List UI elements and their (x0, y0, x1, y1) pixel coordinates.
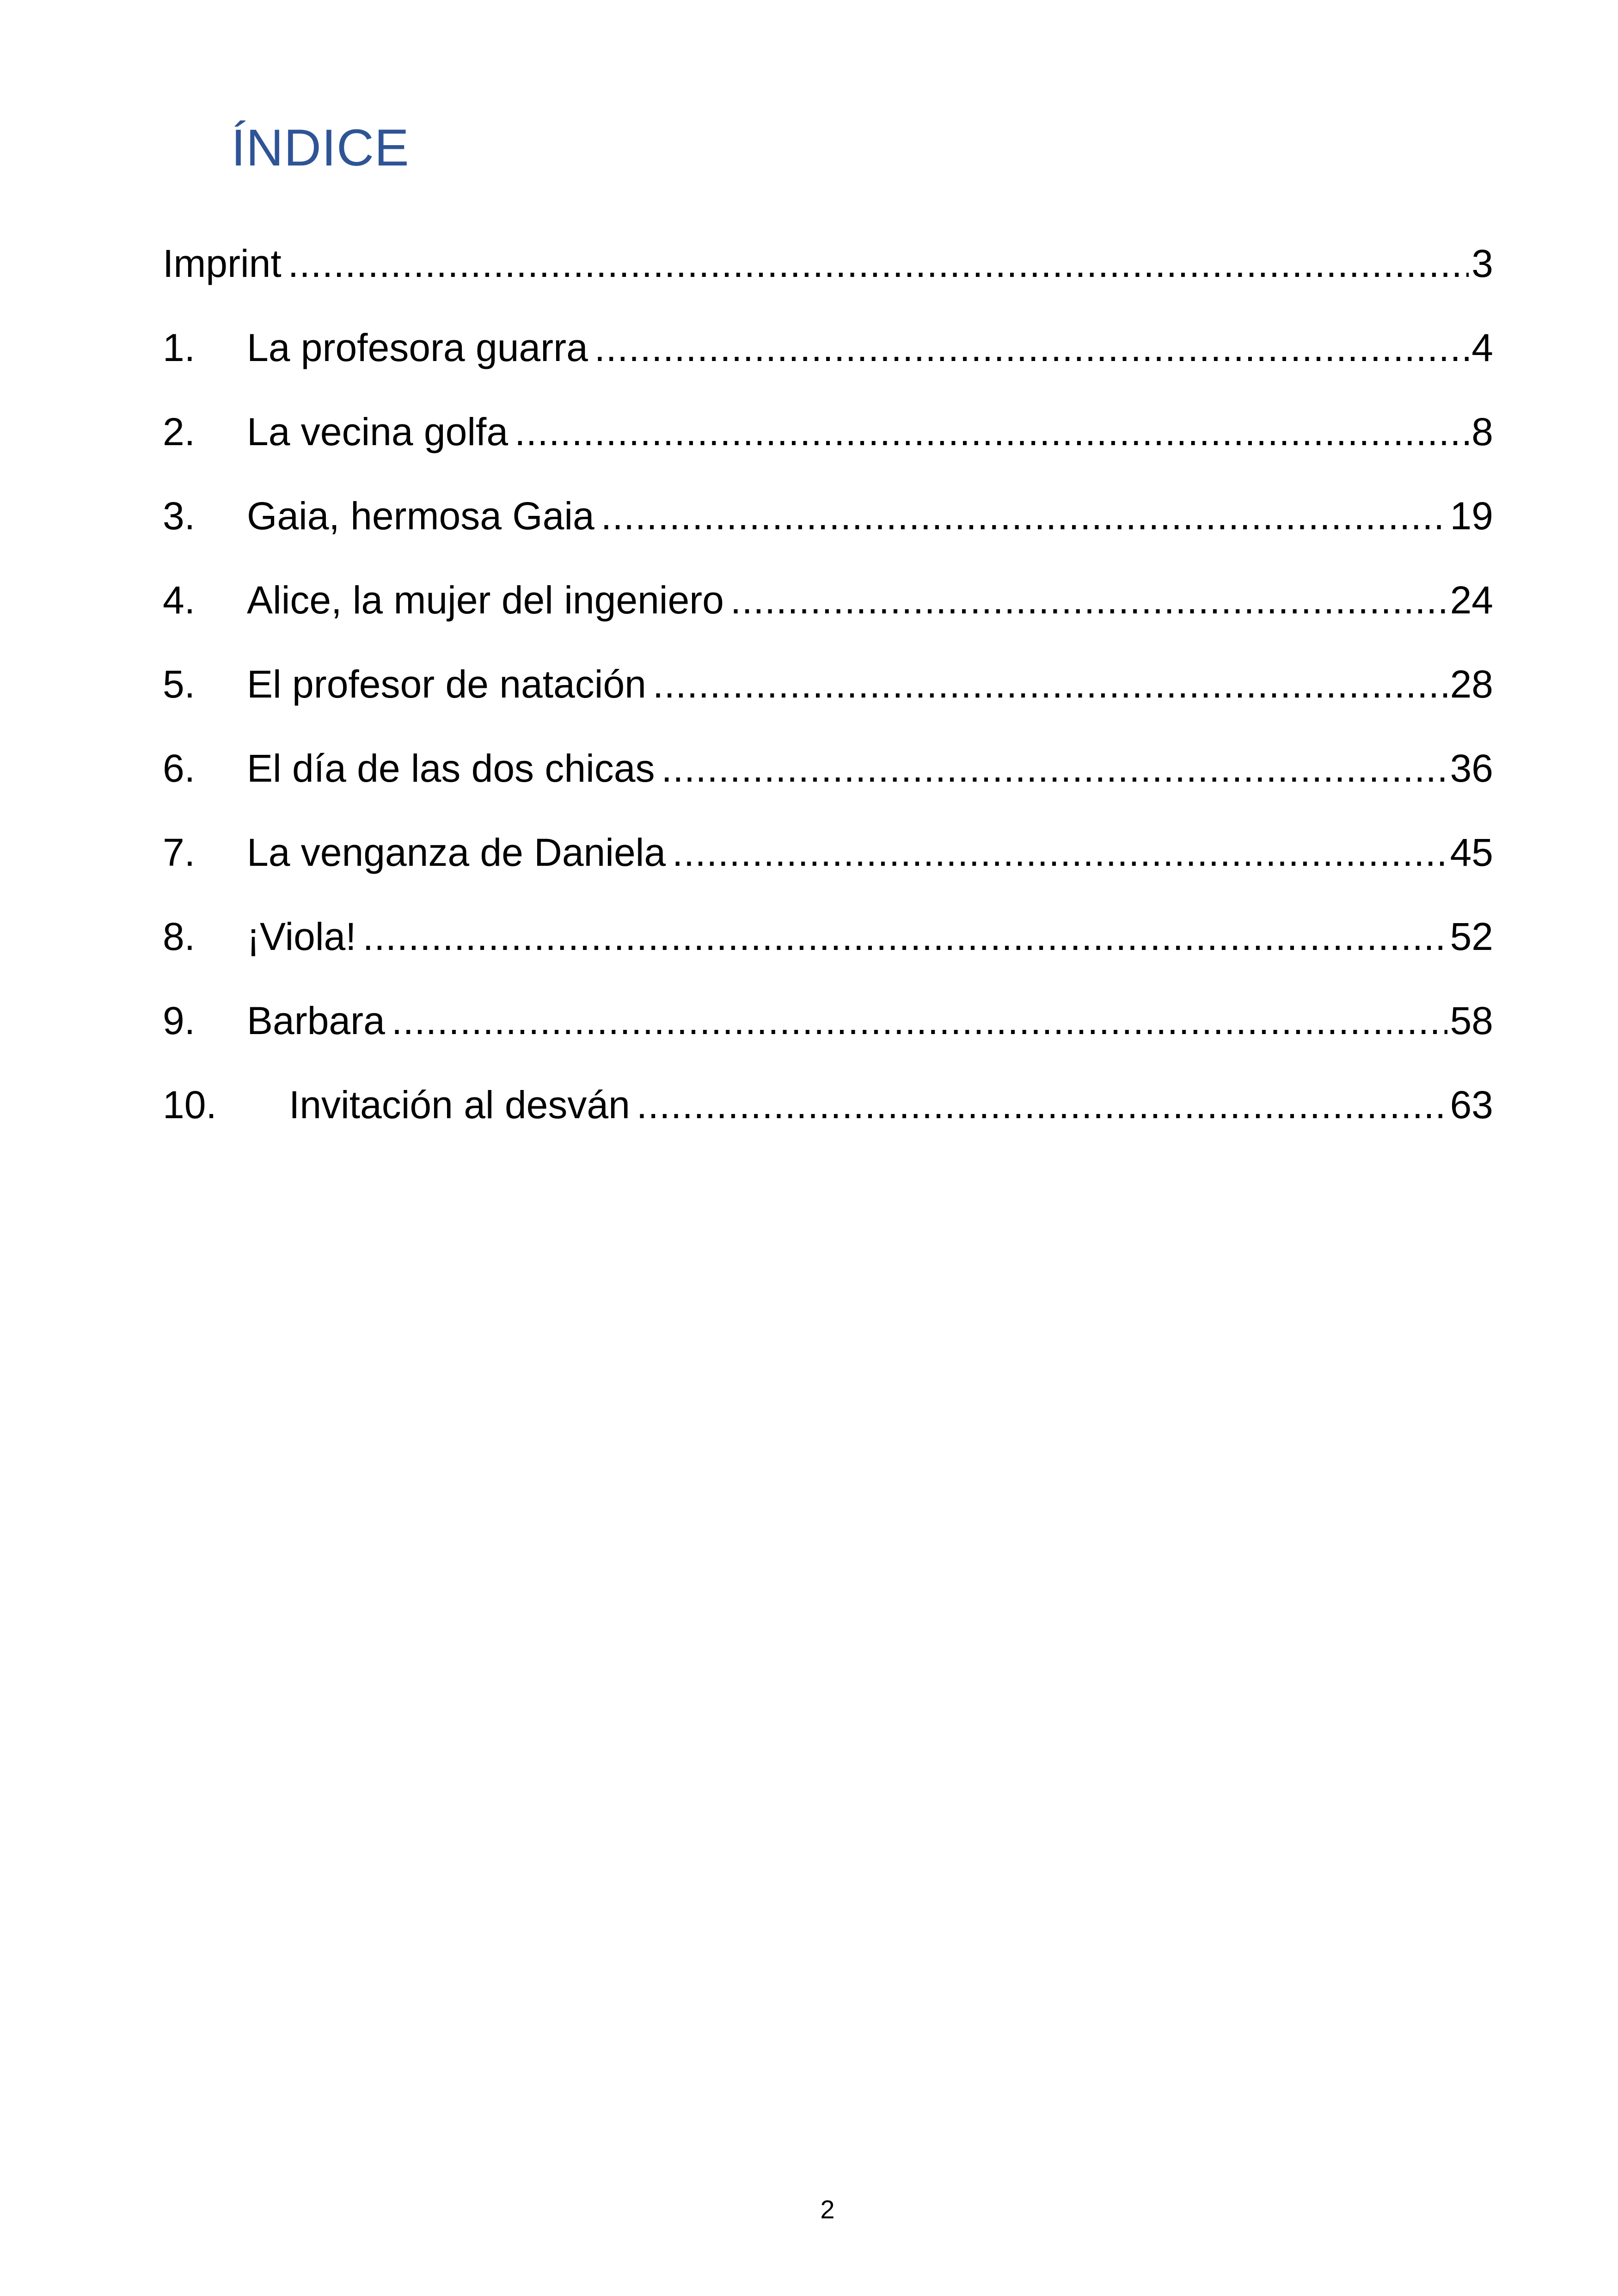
toc-entry-chapter-3[interactable] (163, 493, 1493, 577)
toc-entry-number: 8. (163, 915, 196, 958)
toc-entry-page: 4 (1471, 326, 1493, 369)
toc-entry-title: Gaia, hermosa Gaia (247, 494, 594, 538)
toc-entry-title: Invitación al desván (289, 1083, 630, 1127)
toc-entry-title: Barbara (247, 999, 385, 1042)
toc-dot-leader (515, 409, 1469, 455)
toc-heading: ÍNDICE (231, 119, 410, 177)
table-of-contents (163, 240, 1493, 1166)
toc-entry-page: 3 (1471, 242, 1493, 285)
toc-entry-title: El día de las dos chicas (247, 747, 655, 790)
toc-dot-leader (637, 1082, 1447, 1128)
toc-dot-leader (653, 661, 1447, 707)
toc-entry-number: 1. (163, 326, 196, 369)
toc-entry-page: 24 (1450, 578, 1493, 622)
toc-entry-number: 7. (163, 831, 196, 874)
toc-dot-leader (672, 829, 1447, 876)
toc-entry-title: La venganza de Daniela (247, 831, 666, 874)
toc-entry-chapter-7[interactable] (163, 829, 1493, 913)
toc-entry-number: 4. (163, 578, 196, 622)
toc-entry-title: Alice, la mujer del ingeniero (247, 578, 724, 622)
toc-dot-leader (392, 998, 1447, 1044)
toc-entry-number: 9. (163, 999, 196, 1042)
toc-entry-number: 10. (163, 1083, 217, 1127)
toc-dot-leader (662, 745, 1447, 791)
toc-entry-page: 8 (1471, 410, 1493, 453)
toc-entry-chapter-9[interactable] (163, 998, 1493, 1082)
toc-entry-chapter-6[interactable] (163, 745, 1493, 829)
toc-entry-page: 28 (1450, 662, 1493, 706)
toc-entry-title: La vecina golfa (247, 410, 509, 453)
toc-entry-page: 63 (1450, 1083, 1493, 1127)
toc-entry-number: 6. (163, 747, 196, 790)
toc-entry-page: 19 (1450, 494, 1493, 538)
toc-entry-page: 36 (1450, 747, 1493, 790)
toc-entry-title: El profesor de natación (247, 662, 646, 706)
toc-entry-title: ¡Viola! (247, 915, 356, 958)
toc-entry-title: La profesora guarra (247, 326, 588, 369)
toc-entry-chapter-5[interactable] (163, 661, 1493, 745)
toc-entry-chapter-4[interactable] (163, 577, 1493, 661)
toc-entry-page: 58 (1450, 999, 1493, 1042)
toc-entry-number: 2. (163, 410, 196, 453)
toc-entry-page: 45 (1450, 831, 1493, 874)
toc-entry-chapter-10[interactable] (163, 1082, 1493, 1166)
toc-dot-leader (730, 577, 1447, 623)
toc-entry-number: 3. (163, 494, 196, 538)
toc-dot-leader (363, 913, 1447, 960)
toc-entry-chapter-8[interactable] (163, 913, 1493, 998)
toc-dot-leader (594, 325, 1469, 371)
toc-entry-page: 52 (1450, 915, 1493, 958)
toc-entry-imprint[interactable] (163, 240, 1493, 325)
toc-entry-chapter-2[interactable] (163, 409, 1493, 493)
toc-entry-title: Imprint (163, 242, 282, 285)
toc-dot-leader (601, 493, 1447, 539)
toc-entry-chapter-1[interactable] (163, 325, 1493, 409)
toc-entry-number: 5. (163, 662, 196, 706)
toc-dot-leader (288, 240, 1469, 287)
page-number: 2 (820, 2195, 835, 2224)
